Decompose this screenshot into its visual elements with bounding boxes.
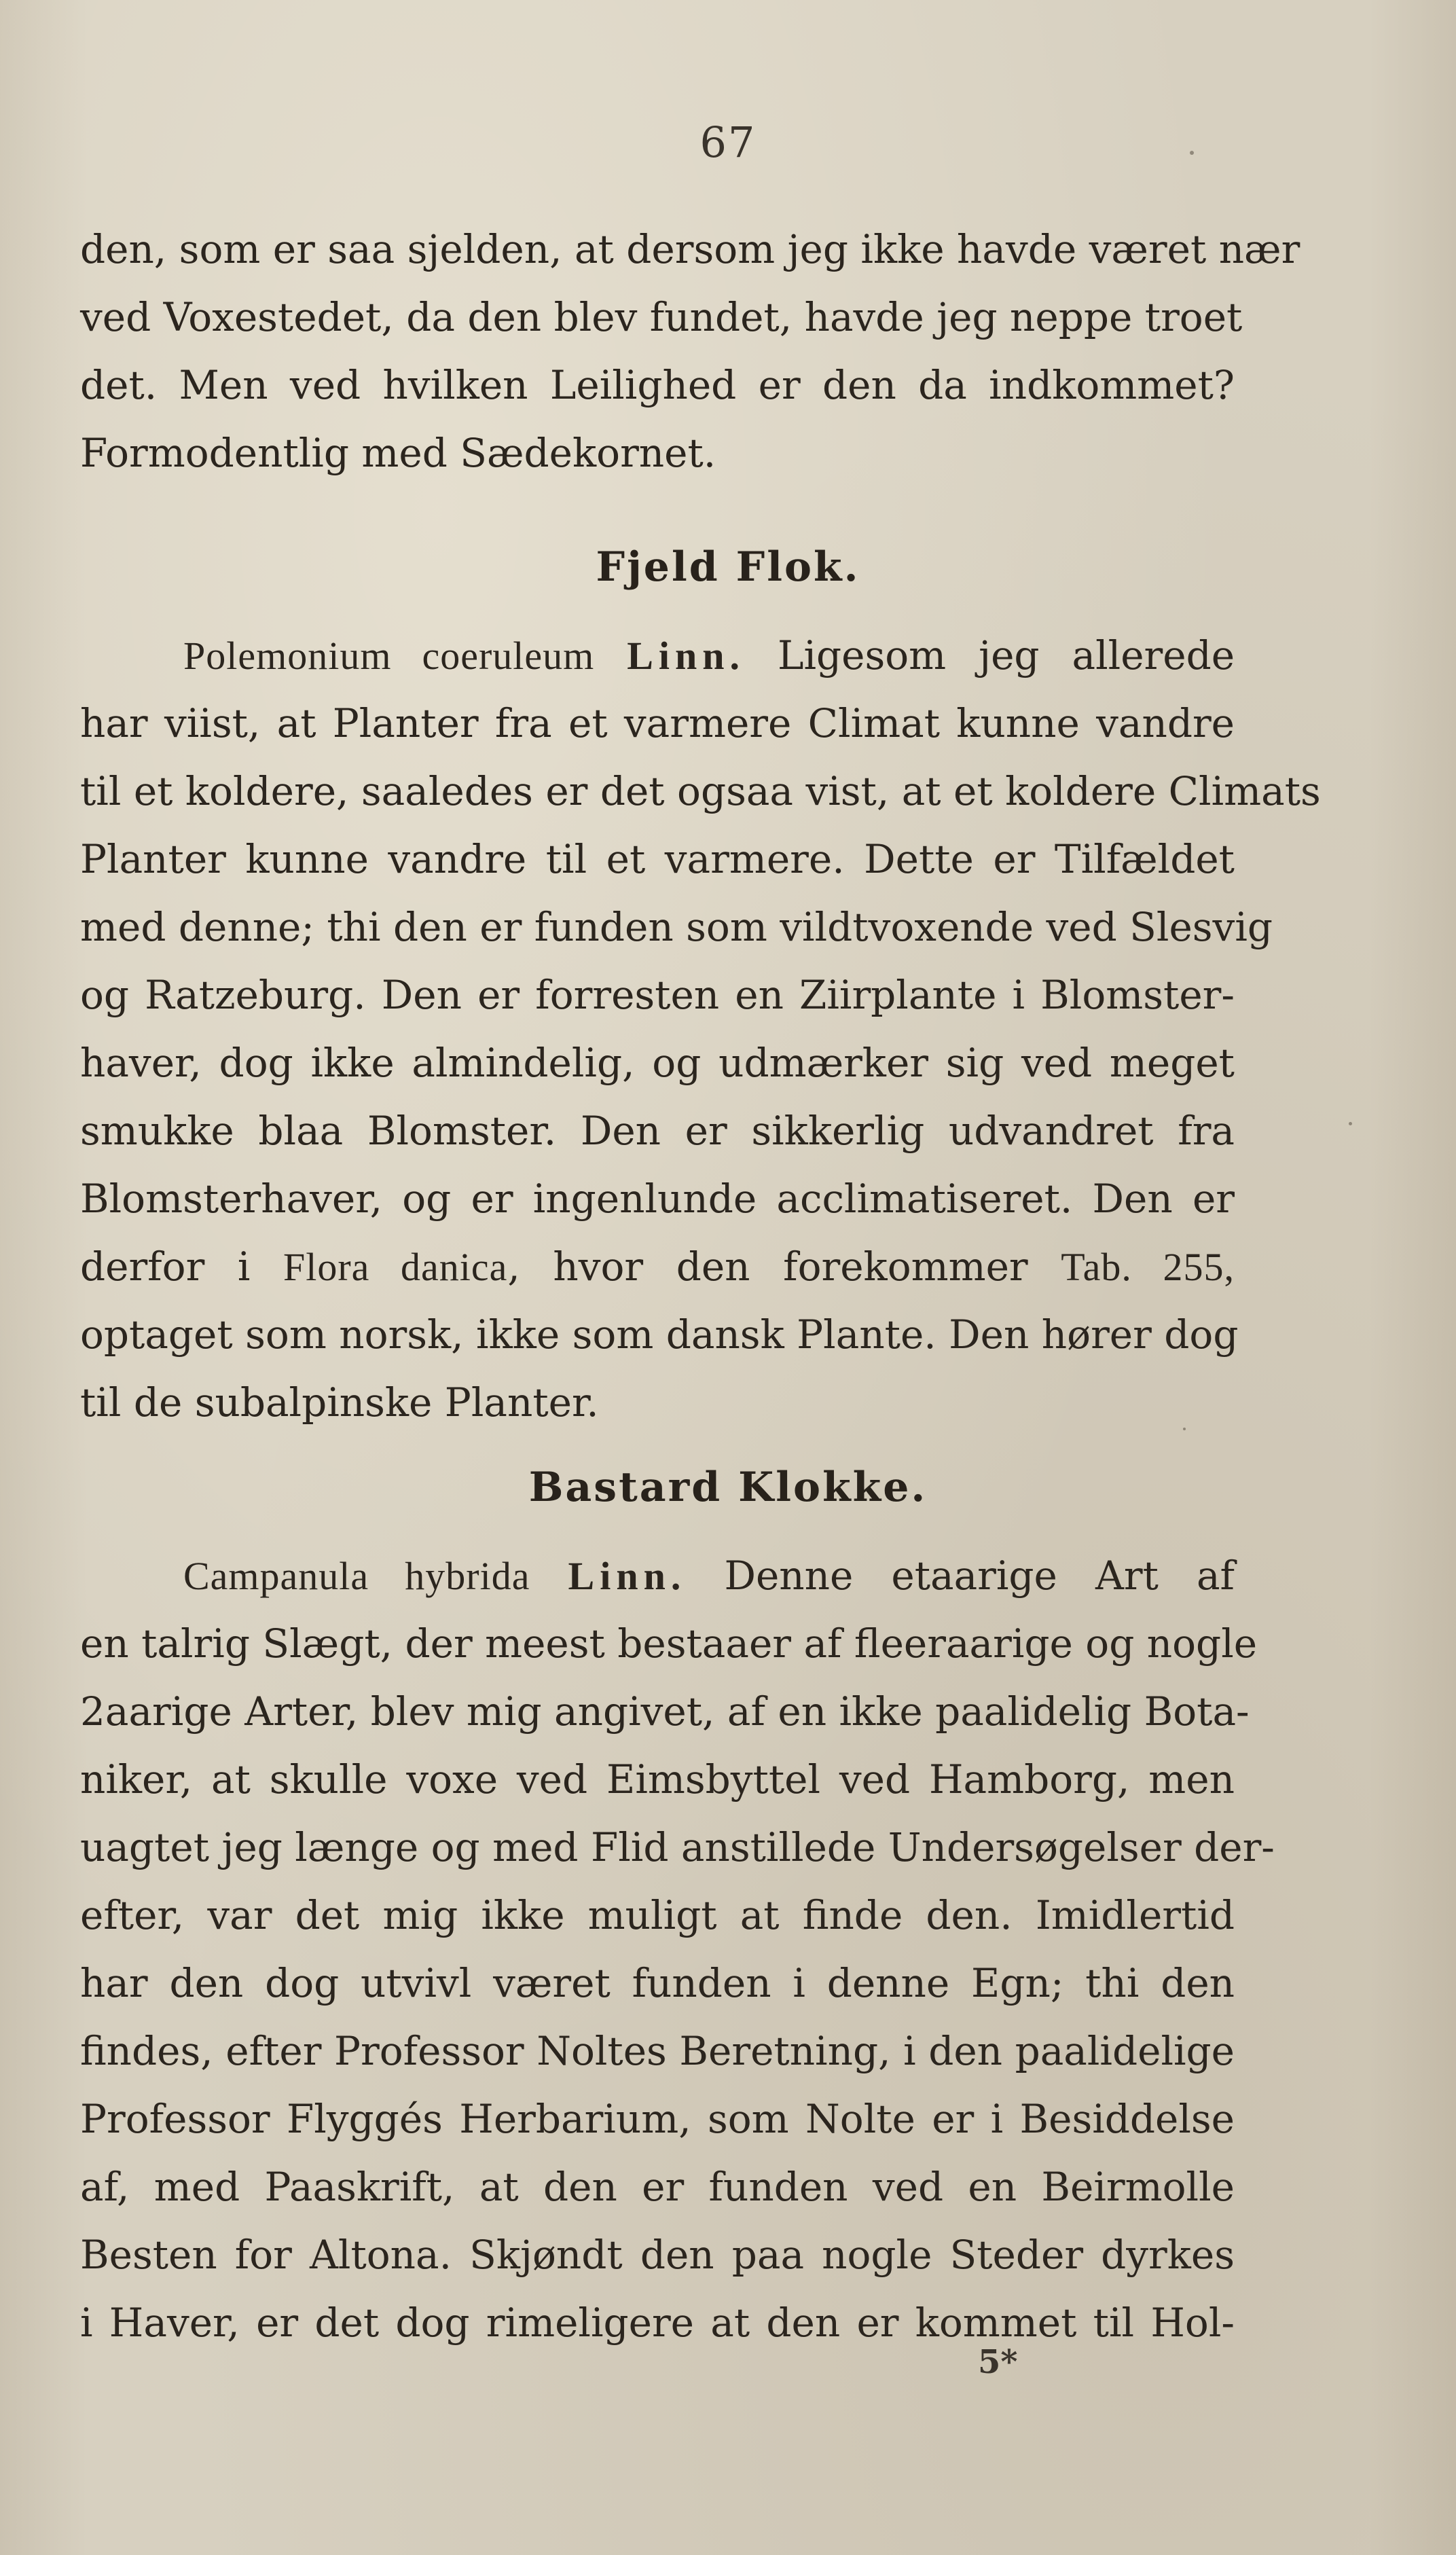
line-text: Denne etaarige Art af [724,1553,1235,1599]
line-text: derfor i [80,1244,283,1290]
latin-name: Campanula hybrida [183,1554,530,1598]
text-line: til et koldere, saaledes er det ogsaa vist, at et koldere Climats [80,768,1321,814]
text-line: har viist, at Planter fra et varmere Climat kunne vandre [80,700,1235,746]
line-text: , hvor den forekommer [507,1244,1061,1290]
latin-name: Polemonium coeruleum [183,634,595,678]
text-line: haver, dog ikke almindelig, og udmærker sig ved meget [80,1040,1235,1086]
work-title: Flora danica [283,1245,508,1289]
text-line: en talrig Slægt, der meest bestaaer af fleeraarige og nogle [80,1620,1258,1667]
section-opening-line [183,632,1235,680]
text-line: Professor Flyggés Herbarium, som Nolte er i Besiddelse [80,2096,1235,2142]
section-opening-line [183,1552,1235,1600]
text-line: Formodentlig med Sædekornet. [80,430,716,476]
text-line: ved Voxestedet, da den blev fundet, havde jeg neppe troet [80,294,1243,340]
text-line: niker, at skulle voxe ved Eimsbyttel ved Hamborg, men [80,1756,1235,1802]
text-line: Besten for Altona. Skjøndt den paa nogle Steder dyrkes [80,2232,1235,2278]
text-line: det. Men ved hvilken Leilighed er den da indkommet? [80,362,1235,408]
text-line: og Ratzeburg. Den er forresten en Ziirplante i Blomster- [80,972,1235,1018]
plate-reference: Tab. 255, [1061,1245,1235,1289]
text-line: optaget som norsk, ikke som dansk Plante. Den hører dog [80,1311,1239,1358]
signature-mark: 5* [978,2343,1018,2381]
text-line: den, som er saa sjelden, at dersom jeg ikke havde været nær [80,226,1300,272]
text-line: Planter kunne vandre til et varmere. Dette er Tilfældet [80,836,1235,882]
page-number: 67 [699,117,757,167]
text-line: i Haver, er det dog rimeligere at den er kommet til Hol- [80,2300,1235,2346]
section-heading-fjeld-flok: Fjeld Flok. [596,543,860,591]
text-line: til de subalpinske Planter. [80,1379,599,1426]
text-line: har den dog utvivl været funden i denne Egn; thi den [80,1960,1235,2006]
line-text: Ligesom jeg allerede [777,632,1235,678]
text-line: efter, var det mig ikke muligt at finde den. Imidlertid [80,1892,1235,1938]
paper-speck [1349,1122,1352,1125]
text-line: Blomsterhaver, og er ingenlunde acclimatiseret. Den er [80,1176,1235,1222]
flora-reference-line [80,1243,1235,1291]
text-line: findes, efter Professor Noltes Beretning, i den paalidelige [80,2028,1235,2074]
text-line: 2aarige Arter, blev mig angivet, af en ikke paalidelig Bota- [80,1688,1250,1735]
text-line: med denne; thi den er funden som vildtvoxende ved Slesvig [80,904,1273,950]
author-abbrev: Linn. [627,634,746,678]
text-line: af, med Paaskrift, at den er funden ved en Beirmolle [80,2164,1235,2210]
paper-speck [1183,1428,1186,1430]
text-line: uagtet jeg længe og med Flid anstillede Undersøgelser der- [80,1824,1275,1870]
paper-speck [1190,151,1194,155]
author-abbrev: Linn. [568,1554,687,1598]
section-heading-bastard-klokke: Bastard Klokke. [528,1464,928,1511]
text-line: smukke blaa Blomster. Den er sikkerlig udvandret fra [80,1108,1235,1154]
